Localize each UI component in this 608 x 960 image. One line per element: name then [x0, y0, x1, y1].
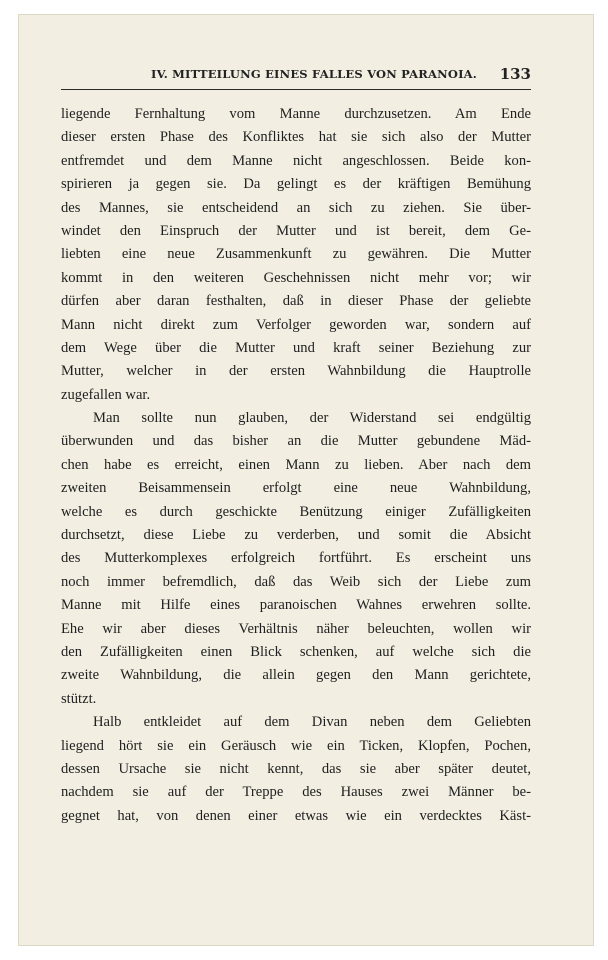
text-line: Mutter, welcher in der ersten Wahnbildung die Hauptrolle	[61, 363, 531, 380]
text-line: dessen Ursache sie nicht kennt, das sie aber später deutet,	[61, 760, 531, 777]
text-line: kommt in den weiteren Geschehnissen nicht mehr vor; wir	[61, 269, 531, 286]
text-line: zweiten Beisammensein erfolgt eine neue Wahnbildung,	[61, 480, 531, 497]
text-line: windet den Einspruch der Mutter und ist bereit, dem Ge-	[61, 222, 531, 239]
text-line: des Mutterkomplexes erfolgreich fortführt. Es erscheint uns	[61, 550, 531, 567]
text-line: Manne mit Hilfe eines paranoischen Wahnes erwehren sollte.	[61, 597, 531, 614]
book-page	[18, 14, 594, 946]
text-line: dem Wege über die Mutter und kraft seiner Beziehung zur	[61, 339, 531, 356]
text-line: spirieren ja gegen sie. Da gelingt es der kräftigen Bemühung	[61, 176, 531, 193]
text-line: durchsetzt, diese Liebe zu verderben, und somit die Absicht	[61, 527, 531, 544]
text-line: stützt.	[61, 690, 97, 707]
text-line: entfremdet und dem Manne nicht angeschlossen. Beide kon-	[61, 152, 531, 169]
text-line: Mann nicht direkt zum Verfolger geworden war, sondern auf	[61, 316, 531, 333]
text-line: Ehe wir aber dieses Verhältnis näher beleuchten, wollen wir	[61, 620, 531, 637]
text-line: liebten eine neue Zusammenkunft zu gewähren. Die Mutter	[61, 246, 531, 263]
text-line: des Mannes, sie entscheidend an sich zu ziehen. Sie über-	[61, 199, 531, 216]
running-header	[61, 65, 531, 90]
text-line: nachdem sie auf der Treppe des Hauses zwei Männer be-	[61, 784, 531, 801]
text-line: zugefallen war.	[61, 386, 151, 403]
text-line: liegende Fernhaltung vom Manne durchzusetzen. Am Ende	[61, 106, 531, 122]
text-line: liegend hört sie ein Geräusch wie ein Ticken, Klopfen, Pochen,	[61, 737, 531, 754]
text-line: zweite Wahnbildung, die allein gegen den Mann gerichtete,	[61, 667, 531, 684]
text-line: überwunden und das bisher an die Mutter gebundene Mäd-	[61, 433, 531, 450]
text-line: chen habe es erreicht, einen Mann zu lieben. Aber nach dem	[61, 456, 531, 473]
text-line: gegnet hat, von denen einer etwas wie ein verdecktes Käst-	[61, 807, 531, 824]
text-line: Halb entkleidet auf dem Divan neben dem Geliebten	[93, 714, 531, 731]
text-line: welche es durch geschickte Benützung einiger Zufälligkeiten	[61, 503, 531, 520]
running-title: IV. MITTEILUNG EINES FALLES VON PARANOIA.	[151, 67, 477, 81]
text-line: dieser ersten Phase des Konfliktes hat sie sich also der Mutter	[61, 129, 531, 146]
text-line: noch immer befremdlich, daß das Weib sich der Liebe zum	[61, 573, 531, 590]
text-line: den Zufälligkeiten einen Blick schenken, auf welche sich die	[61, 643, 531, 660]
page-number: 133	[499, 65, 531, 83]
text-line: dürfen aber daran festhalten, daß in dieser Phase der geliebte	[61, 293, 531, 310]
body-text	[61, 103, 531, 828]
text-line: Man sollte nun glauben, der Widerstand sei endgültig	[93, 410, 531, 427]
